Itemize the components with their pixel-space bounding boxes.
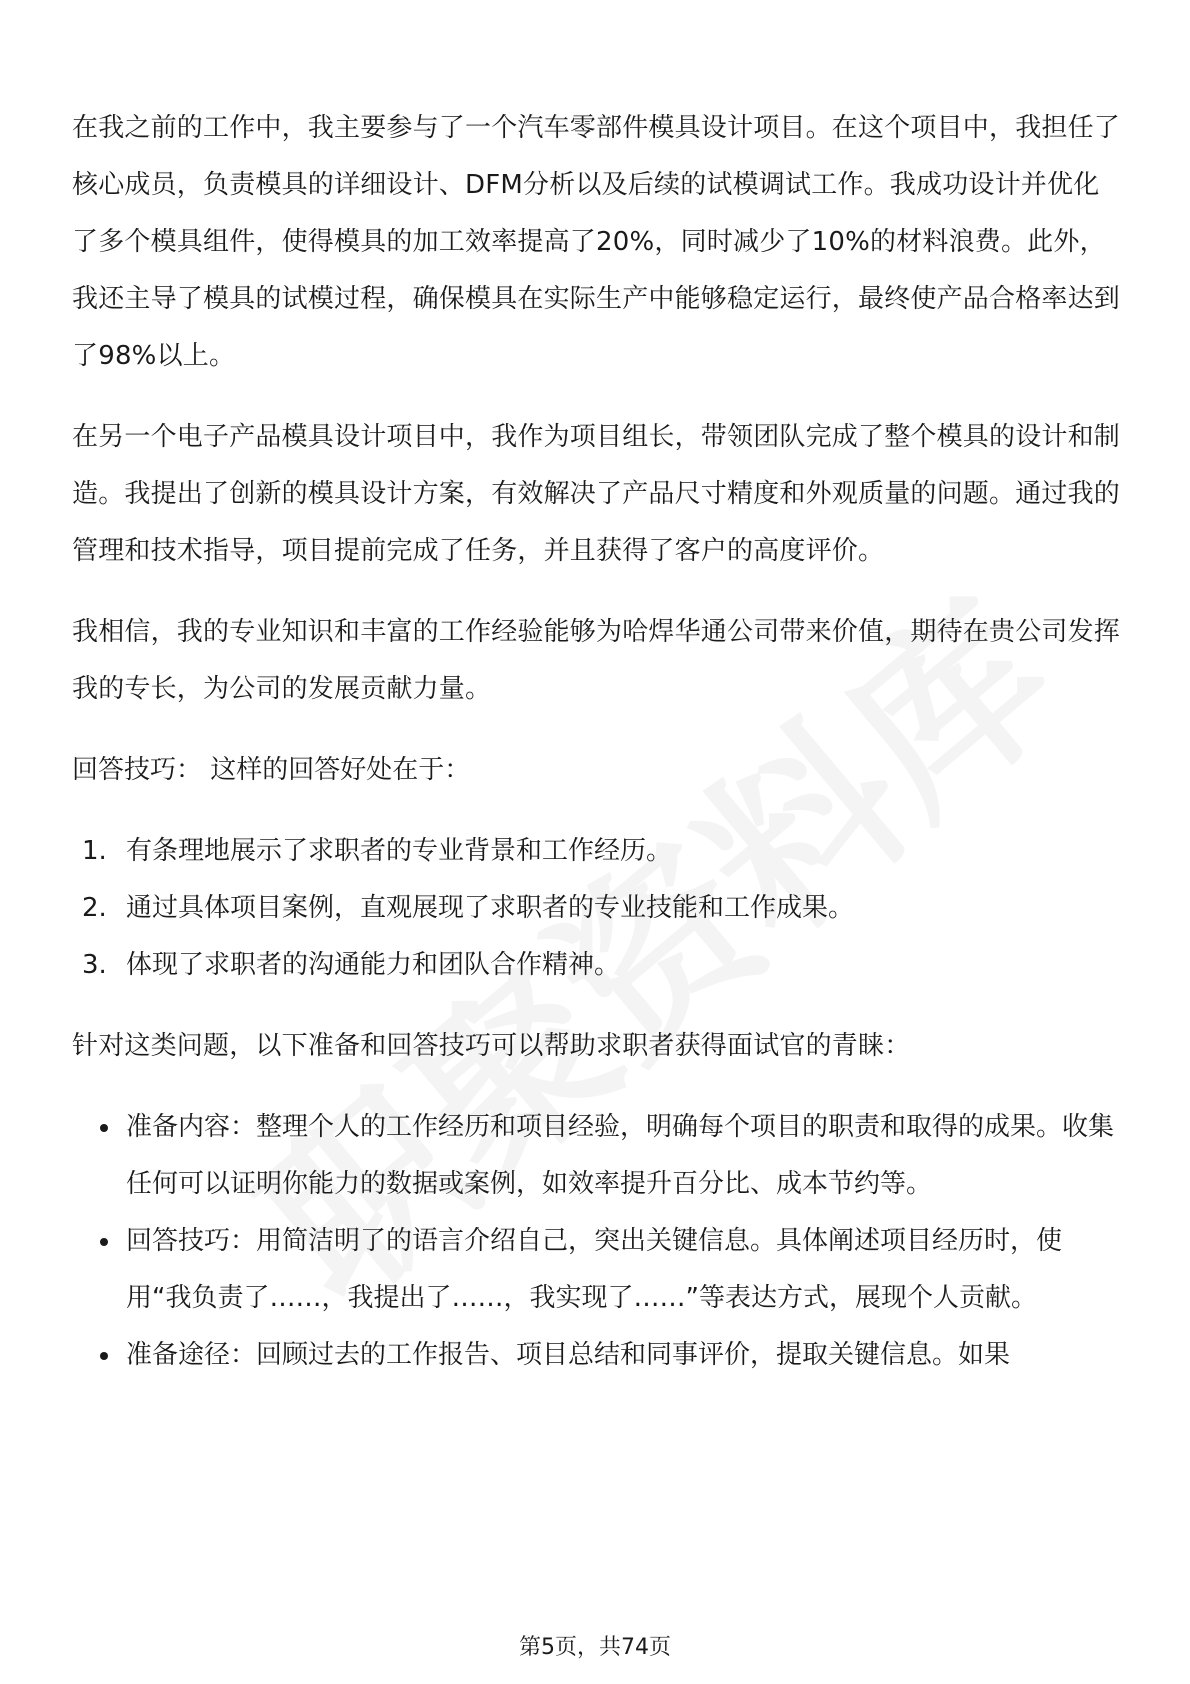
list-item <box>72 1213 1122 1327</box>
paragraph-project-electronics: 在另一个电子产品模具设计项目中，我作为项目组长，带领团队完成了整个模具的设计和制造。我提出了创新的模具设计方案，有效解决了产品尺寸精度和外观质量的问题。通过我的管理和技术指导，项目提前完成了任务，并且获得了客户的高度评价。 <box>72 422 1121 566</box>
list-number: 1. <box>82 836 107 866</box>
bullet-list <box>72 1099 1122 1384</box>
list-number: 2. <box>82 893 107 923</box>
list-item <box>72 1327 1122 1384</box>
numbered-list <box>72 823 1122 994</box>
intro-line: 针对这类问题，以下准备和回答技巧可以帮助求职者获得面试官的青睐： <box>72 1031 911 1061</box>
list-item <box>72 880 1122 937</box>
bullet-icon <box>100 1124 108 1132</box>
list-item-text: 有条理地展示了求职者的专业背景和工作经历。 <box>126 836 673 866</box>
bullet-icon <box>100 1238 108 1246</box>
list-item <box>72 1099 1122 1213</box>
tips-label: 回答技巧： 这样的回答好处在于： <box>72 755 471 785</box>
list-item-text: 准备内容：整理个人的工作经历和项目经验，明确每个项目的职责和取得的成果。收集任何可以证明你能力的数据或案例，如效率提升百分比、成本节约等。 <box>126 1112 1115 1199</box>
list-item-text: 回答技巧：用简洁明了的语言介绍自己，突出关键信息。具体阐述项目经历时，使用“我负责了……，我提出了……，我实现了……”等表达方式，展现个人贡献。 <box>126 1226 1063 1313</box>
list-item-text: 体现了求职者的沟通能力和团队合作精神。 <box>126 950 621 980</box>
list-item <box>72 937 1122 994</box>
list-number: 3. <box>82 950 107 980</box>
bullet-icon <box>100 1352 108 1360</box>
list-item-text: 准备途径：回顾过去的工作报告、项目总结和同事评价，提取关键信息。如果 <box>126 1340 1011 1370</box>
list-item-text: 通过具体项目案例，直观展现了求职者的专业技能和工作成果。 <box>126 893 855 923</box>
paragraph-project-automotive: 在我之前的工作中，我主要参与了一个汽车零部件模具设计项目。在这个项目中，我担任了核心成员，负责模具的详细设计、DFM分析以及后续的试模调试工作。我成功设计并优化了多个模具组件，使得模具的加工效率提高了20%，同时减少了10%的材料浪费。此外，我还主导了模具的试模过程，确保模具在实际生产中能够稳定运行，最终使产品合格率达到了98%以上。 <box>72 113 1121 371</box>
paragraph-closing: 我相信，我的专业知识和丰富的工作经验能够为哈焊华通公司带来价值，期待在贵公司发挥我的专长，为公司的发展贡献力量。 <box>72 617 1121 704</box>
page-footer: 第5页，共74页 <box>519 1635 671 1660</box>
list-item <box>72 823 1122 880</box>
document-page <box>72 100 1122 1384</box>
